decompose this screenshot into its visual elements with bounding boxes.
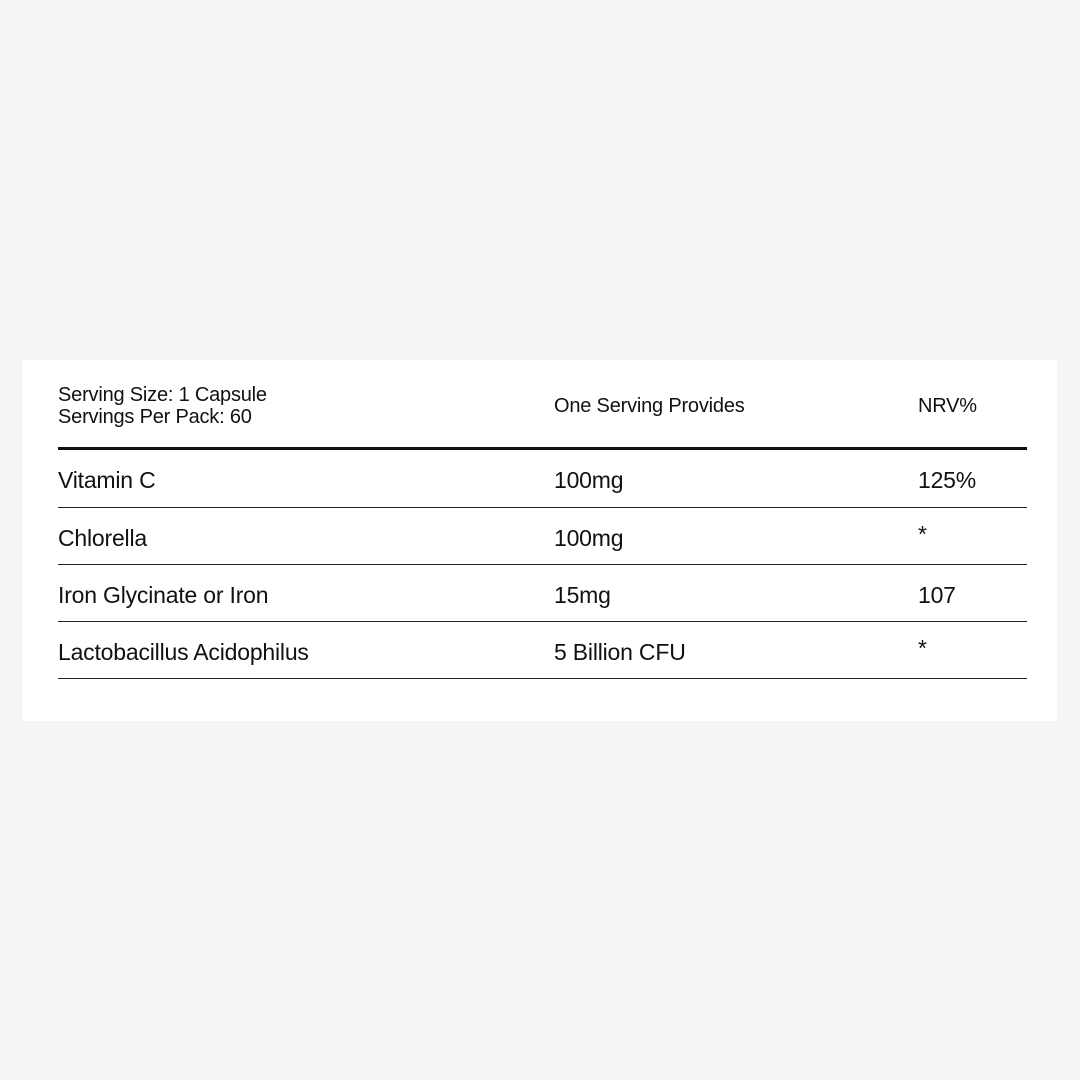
table-header xyxy=(58,360,1027,450)
serving-size-text: Serving Size: 1 Capsule xyxy=(58,384,267,406)
ingredient-nrv: * xyxy=(918,635,927,661)
nrv-column-heading: NRV% xyxy=(918,395,977,417)
table-row xyxy=(58,450,1027,508)
supplement-facts-panel xyxy=(22,360,1057,721)
ingredient-name: Chlorella xyxy=(58,525,147,551)
ingredient-nrv: * xyxy=(918,521,927,547)
servings-per-pack-text: Servings Per Pack: 60 xyxy=(58,406,252,428)
ingredient-nrv: 125% xyxy=(918,467,977,493)
ingredient-name: Vitamin C xyxy=(58,467,156,493)
table-row xyxy=(58,565,1027,622)
ingredient-amount: 15mg xyxy=(554,582,611,608)
supplement-facts-table xyxy=(58,360,1027,679)
ingredient-nrv: 107 xyxy=(918,582,956,608)
table-row xyxy=(58,622,1027,679)
ingredient-amount: 100mg xyxy=(554,467,624,493)
ingredient-amount: 5 Billion CFU xyxy=(554,639,686,665)
ingredient-name: Iron Glycinate or Iron xyxy=(58,582,269,608)
table-row xyxy=(58,508,1027,565)
amount-column-heading: One Serving Provides xyxy=(554,395,745,417)
serving-info xyxy=(58,384,267,428)
table-body xyxy=(58,450,1027,679)
ingredient-name: Lactobacillus Acidophilus xyxy=(58,639,309,665)
ingredient-amount: 100mg xyxy=(554,525,624,551)
